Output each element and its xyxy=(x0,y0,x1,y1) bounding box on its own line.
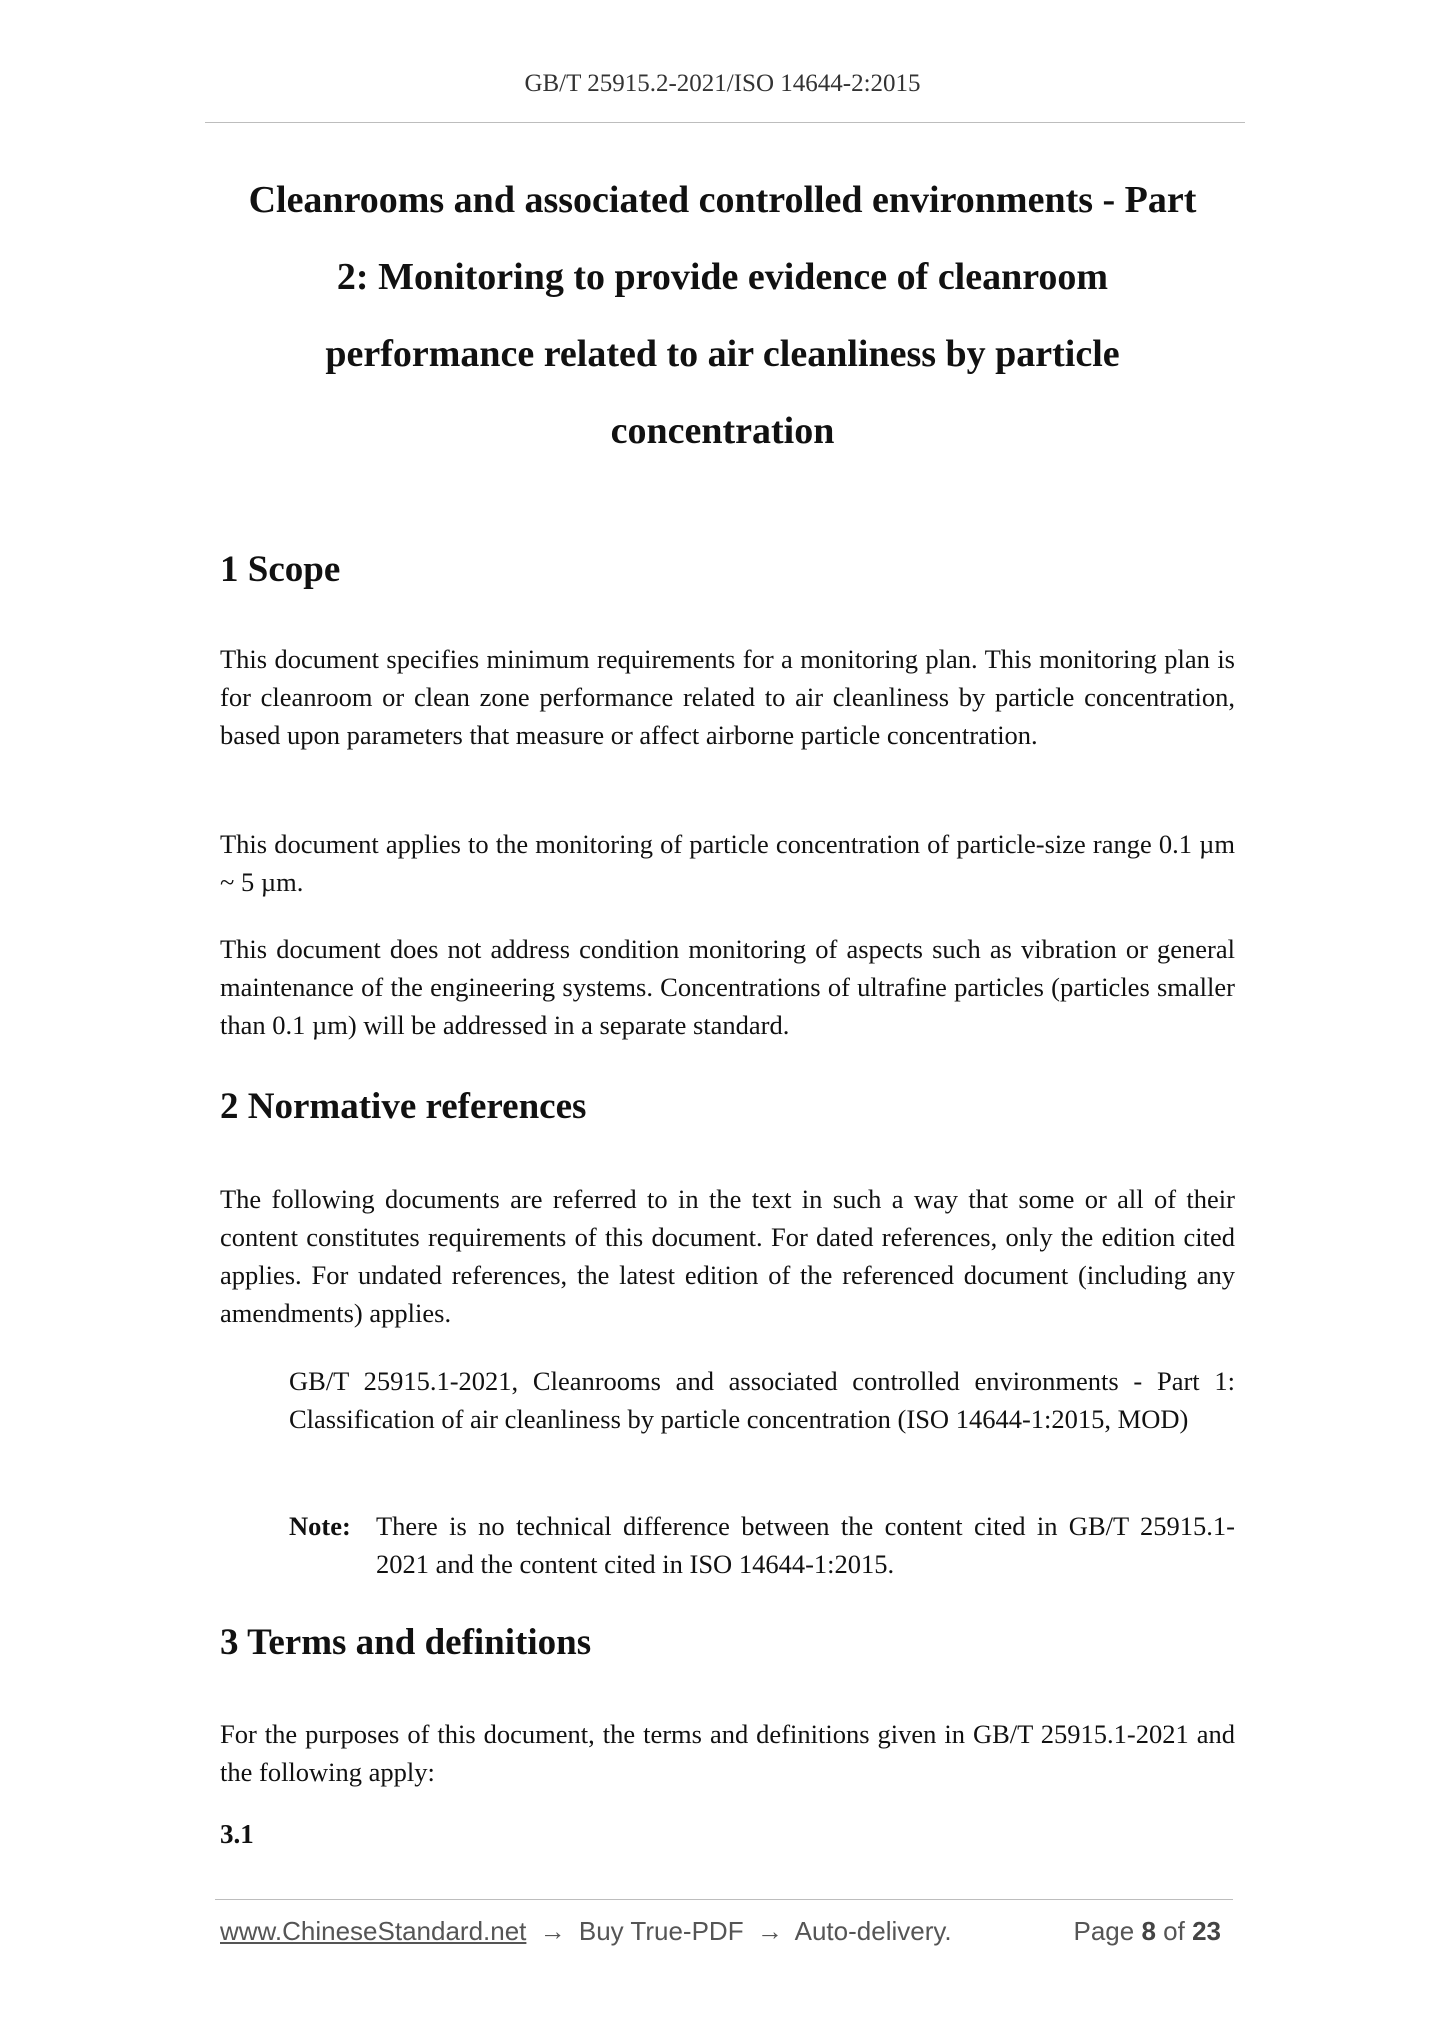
arrow-right-icon: → xyxy=(756,1916,783,1946)
header-divider xyxy=(205,122,1245,123)
clause-number: 3.1 xyxy=(220,1819,254,1849)
note-text: There is no technical difference between the content cited in GB/T 25915.1-2021 and the content cited in ISO 14644-1:2015. xyxy=(376,1511,1235,1579)
delivery-text: Auto-delivery. xyxy=(794,1916,952,1946)
page-header xyxy=(0,70,1445,98)
section-heading-scope: 1 Scope xyxy=(220,549,341,590)
title-line: 2: Monitoring to provide evidence of cleanroom xyxy=(336,256,1109,298)
page-label: Page xyxy=(1073,1916,1135,1946)
document-title xyxy=(180,162,1265,470)
footer-divider xyxy=(215,1899,1233,1900)
website-link[interactable]: www.ChineseStandard.net xyxy=(220,1916,527,1946)
scope-paragraph: This document does not address condition monitoring of aspects such as vibration or general maintenance of the engineering systems. Concentrations of ultrafine particles (particles smaller than 0.1 µm) will be addressed in a separate standard. xyxy=(220,934,1235,1040)
note-block xyxy=(289,1507,1235,1583)
buy-text: Buy True-PDF xyxy=(578,1916,744,1946)
scope-paragraph: This document specifies minimum requirements for a monitoring plan. This monitoring plan is for cleanroom or clean zone performance related to air cleanliness by particle concentration, based upon parameters that measure or affect airborne particle concentration. xyxy=(220,644,1235,750)
scope-paragraph: This document applies to the monitoring of particle concentration of particle-size range 0.1 µm ~ 5 µm. xyxy=(220,829,1235,897)
section-heading-normative-references: 2 Normative references xyxy=(220,1086,587,1127)
page-current: 8 xyxy=(1141,1916,1156,1946)
arrow-right-icon: → xyxy=(539,1916,566,1946)
of-label: of xyxy=(1163,1916,1185,1946)
note-label: Note: xyxy=(289,1511,351,1541)
title-line: concentration xyxy=(610,410,835,452)
page-counter xyxy=(1073,1916,1221,1947)
normative-intro-paragraph: The following documents are referred to in the text in such a way that some or all of their content constitutes requirements of this document. For dated references, only the edition cited applies. For undated references, the latest edition of the referenced document (including any amendments) applies. xyxy=(220,1184,1235,1328)
standard-code: GB/T 25915.2-2021/ISO 14644-2:2015 xyxy=(524,70,921,97)
page-total: 23 xyxy=(1192,1916,1221,1946)
terms-intro-paragraph: For the purposes of this document, the terms and definitions given in GB/T 25915.1-2021 and the following apply: xyxy=(220,1719,1235,1787)
page-footer xyxy=(220,1916,1233,1952)
section-heading-terms-definitions: 3 Terms and definitions xyxy=(220,1622,592,1663)
footer-promo xyxy=(220,1916,952,1947)
normative-reference-entry: GB/T 25915.1-2021, Cleanrooms and associated controlled environments - Part 1: Classification of air cleanliness by particle concentration (ISO 14644-1:2015, MOD) xyxy=(289,1366,1235,1434)
title-line: Cleanrooms and associated controlled environments - Part xyxy=(248,179,1197,221)
title-line: performance related to air cleanliness by particle xyxy=(325,333,1120,375)
